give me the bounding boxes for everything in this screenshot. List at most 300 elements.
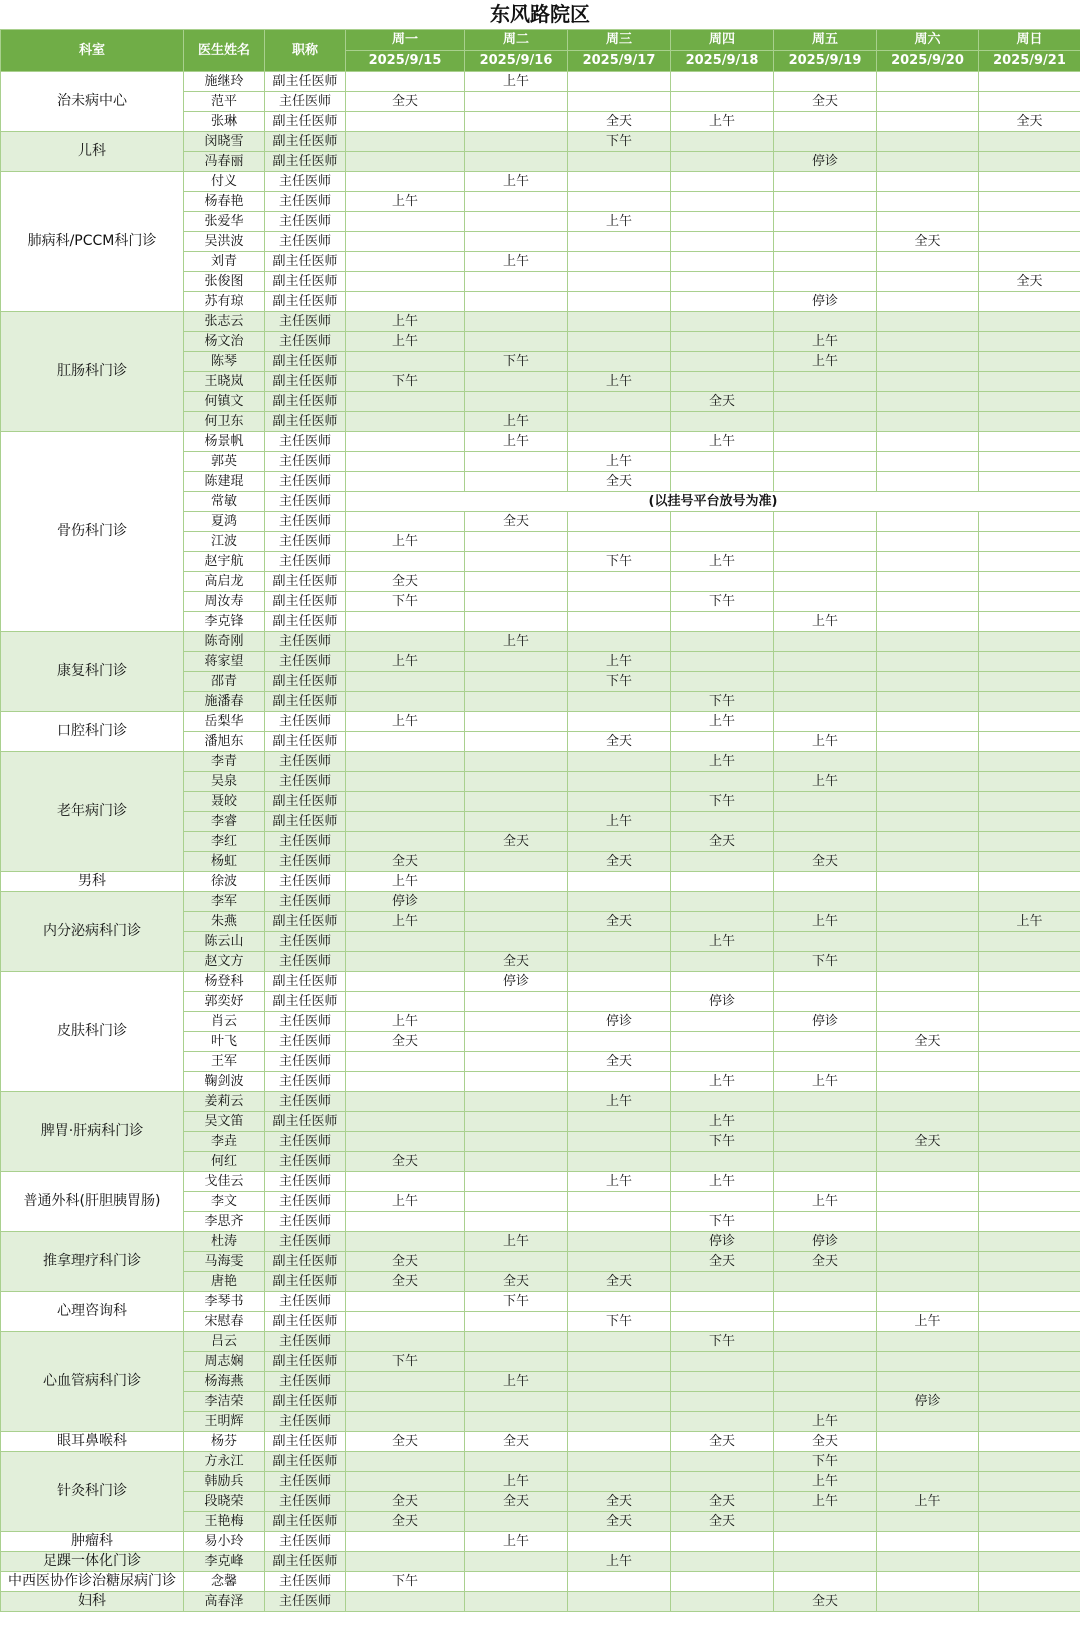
schedule-cell: 下午 [568,672,671,692]
department-cell: 足踝一体化门诊 [1,1552,184,1572]
schedule-cell [979,592,1080,612]
schedule-cell: 上午 [568,372,671,392]
schedule-cell [979,932,1080,952]
doctor-title-cell: 主任医师 [265,1172,346,1192]
schedule-cell [979,1572,1080,1592]
table-row [1,872,1080,892]
schedule-cell [979,752,1080,772]
doctor-title-cell: 主任医师 [265,1572,346,1592]
schedule-cell [568,1372,671,1392]
schedule-cell [465,692,568,712]
schedule-cell [346,272,465,292]
doctor-name-cell: 王晓岚 [184,372,265,392]
schedule-cell: 停诊 [465,972,568,992]
doctor-name-cell: 王明辉 [184,1412,265,1432]
table-row [1,1232,1080,1252]
schedule-cell [346,752,465,772]
doctor-name-cell: 杨景帆 [184,432,265,452]
schedule-cell [671,1552,774,1572]
schedule-cell [774,932,877,952]
schedule-cell [979,1152,1080,1172]
schedule-cell [568,992,671,1012]
schedule-cell [671,292,774,312]
schedule-cell [465,572,568,592]
table-row [1,892,1080,912]
schedule-cell [979,1052,1080,1072]
schedule-cell: 下午 [346,1572,465,1592]
doctor-title-cell: 主任医师 [265,1412,346,1432]
doctor-name-cell: 朱燕 [184,912,265,932]
schedule-cell [568,1432,671,1452]
schedule-cell [568,1032,671,1052]
table-row [1,1572,1080,1592]
schedule-cell [568,752,671,772]
table-row [1,1592,1080,1612]
schedule-cell [774,632,877,652]
table-row [1,1332,1080,1352]
doctor-name-cell: 姜莉云 [184,1092,265,1112]
schedule-cell [671,572,774,592]
schedule-cell [465,1052,568,1072]
doctor-title-cell: 副主任医师 [265,912,346,932]
schedule-cell [979,1072,1080,1092]
schedule-cell [877,172,979,192]
schedule-cell [877,572,979,592]
schedule-cell [877,952,979,972]
schedule-cell: 全天 [671,1432,774,1452]
schedule-cell: 上午 [774,1472,877,1492]
schedule-cell [465,1592,568,1612]
doctor-name-cell: 段晓荣 [184,1492,265,1512]
schedule-cell [877,352,979,372]
schedule-cell [877,1052,979,1072]
doctor-name-cell: 吴泉 [184,772,265,792]
doctor-name-cell: 易小玲 [184,1532,265,1552]
schedule-cell [877,1152,979,1172]
schedule-cell: 上午 [671,552,774,572]
schedule-cell [465,852,568,872]
schedule-cell [774,312,877,332]
schedule-cell [774,812,877,832]
schedule-cell [346,832,465,852]
schedule-cell [465,892,568,912]
schedule-cell [979,1232,1080,1252]
schedule-cell [979,952,1080,972]
schedule-cell [568,272,671,292]
schedule-cell [774,872,877,892]
schedule-cell [671,132,774,152]
doctor-name-cell: 张琳 [184,112,265,132]
schedule-cell [671,192,774,212]
schedule-cell [774,212,877,232]
schedule-cell: 全天 [979,112,1080,132]
doctor-name-cell: 李文 [184,1192,265,1212]
schedule-cell [465,192,568,212]
doctor-title-cell: 主任医师 [265,1192,346,1212]
schedule-cell: 全天 [568,732,671,752]
schedule-cell [568,172,671,192]
schedule-cell [877,652,979,672]
schedule-cell: 全天 [465,1492,568,1512]
schedule-cell [877,1532,979,1552]
schedule-cell [568,1452,671,1472]
schedule-cell [568,1212,671,1232]
schedule-cell: 全天 [346,1032,465,1052]
schedule-cell [774,972,877,992]
schedule-cell [568,252,671,272]
schedule-cell [465,472,568,492]
schedule-cell [979,172,1080,192]
schedule-cell [465,392,568,412]
schedule-cell: 停诊 [774,1012,877,1032]
schedule-cell [979,512,1080,532]
schedule-cell [346,1072,465,1092]
schedule-cell [671,172,774,192]
department-cell: 针灸科门诊 [1,1452,184,1532]
schedule-cell [877,1092,979,1112]
doctor-title-cell: 主任医师 [265,552,346,572]
schedule-cell: 上午 [774,1492,877,1512]
schedule-cell: 下午 [774,1452,877,1472]
schedule-cell: 上午 [671,712,774,732]
schedule-cell [877,72,979,92]
schedule-cell [979,372,1080,392]
doctor-title-cell: 主任医师 [265,232,346,252]
schedule-cell [774,992,877,1012]
schedule-cell [568,312,671,332]
schedule-cell [774,592,877,612]
doctor-title-cell: 主任医师 [265,1212,346,1232]
page-title: 东风路院区 [490,2,590,26]
schedule-cell: 上午 [774,1072,877,1092]
schedule-cell: 下午 [346,1352,465,1372]
department-cell: 肺病科/PCCM科门诊 [1,172,184,312]
doctor-name-cell: 念馨 [184,1572,265,1592]
schedule-cell [979,672,1080,692]
schedule-cell [671,1452,774,1472]
table-row [1,972,1080,992]
schedule-cell [465,992,568,1012]
doctor-title-cell: 主任医师 [265,1132,346,1152]
doctor-title-cell: 主任医师 [265,932,346,952]
schedule-cell [465,1452,568,1472]
doctor-title-cell: 副主任医师 [265,1352,346,1372]
header-date: 2025/9/21 [979,51,1080,72]
doctor-name-cell: 李洁荣 [184,1392,265,1412]
doctor-name-cell: 周志娴 [184,1352,265,1372]
schedule-cell: 上午 [346,312,465,332]
doctor-title-cell: 副主任医师 [265,1312,346,1332]
schedule-cell [979,1112,1080,1132]
schedule-cell [346,1552,465,1572]
table-row [1,1532,1080,1552]
schedule-cell: 上午 [568,212,671,232]
schedule-cell [774,252,877,272]
doctor-name-cell: 刘青 [184,252,265,272]
doctor-name-cell: 吴文笛 [184,1112,265,1132]
schedule-cell [877,1212,979,1232]
schedule-cell [671,312,774,332]
schedule-cell: 全天 [568,1492,671,1512]
schedule-cell: 全天 [346,92,465,112]
schedule-cell [465,1092,568,1112]
schedule-cell: 上午 [465,1472,568,1492]
department-cell: 治未病中心 [1,72,184,132]
schedule-cell [346,432,465,452]
schedule-cell [979,1552,1080,1572]
schedule-cell [465,912,568,932]
schedule-cell: 上午 [979,912,1080,932]
schedule-cell: 上午 [671,1072,774,1092]
schedule-cell [979,1432,1080,1452]
schedule-cell [877,772,979,792]
schedule-cell [774,652,877,672]
schedule-cell: 上午 [568,652,671,672]
schedule-cell: 上午 [465,432,568,452]
schedule-cell: 上午 [346,712,465,732]
schedule-cell [979,692,1080,712]
table-row [1,312,1080,332]
schedule-cell [465,1512,568,1532]
schedule-cell [774,1572,877,1592]
schedule-cell [979,712,1080,732]
schedule-cell [979,132,1080,152]
schedule-cell: 全天 [568,1052,671,1072]
schedule-cell [877,1452,979,1472]
department-cell: 口腔科门诊 [1,712,184,752]
schedule-cell [979,1092,1080,1112]
doctor-title-cell: 副主任医师 [265,72,346,92]
schedule-cell [877,532,979,552]
schedule-cell [979,1292,1080,1312]
doctor-title-cell: 主任医师 [265,1052,346,1072]
schedule-cell [979,412,1080,432]
schedule-cell [774,112,877,132]
doctor-title-cell: 主任医师 [265,852,346,872]
schedule-cell: 上午 [465,72,568,92]
schedule-cell: 全天 [877,1032,979,1052]
schedule-cell: 停诊 [568,1012,671,1032]
schedule-cell [774,1052,877,1072]
schedule-cell [568,72,671,92]
doctor-title-cell: 副主任医师 [265,372,346,392]
schedule-cell [568,1112,671,1132]
schedule-cell [877,872,979,892]
doctor-title-cell: 主任医师 [265,1152,346,1172]
doctor-title-cell: 副主任医师 [265,412,346,432]
schedule-cell [671,912,774,932]
schedule-cell [877,812,979,832]
doctor-title-cell: 副主任医师 [265,1452,346,1472]
schedule-cell [979,332,1080,352]
schedule-cell [877,752,979,772]
schedule-cell [346,152,465,172]
schedule-cell: 下午 [671,692,774,712]
schedule-cell: 停诊 [877,1392,979,1412]
schedule-cell [979,1192,1080,1212]
schedule-cell: 上午 [346,652,465,672]
schedule-cell [877,372,979,392]
schedule-cell [671,852,774,872]
schedule-cell [465,372,568,392]
doctor-name-cell: 高启龙 [184,572,265,592]
schedule-cell: 全天 [671,1492,774,1512]
doctor-title-cell: 主任医师 [265,192,346,212]
schedule-cell [568,632,671,652]
schedule-cell [979,1252,1080,1272]
table-row [1,1172,1080,1192]
department-cell: 心血管病科门诊 [1,1332,184,1432]
doctor-name-cell: 李琴书 [184,1292,265,1312]
doctor-name-cell: 施潘春 [184,692,265,712]
schedule-cell: 上午 [877,1312,979,1332]
table-row [1,1432,1080,1452]
schedule-cell: 下午 [568,1312,671,1332]
schedule-cell: 上午 [465,1532,568,1552]
schedule-cell [671,372,774,392]
schedule-cell [979,1372,1080,1392]
schedule-cell [774,532,877,552]
schedule-cell [979,432,1080,452]
schedule-cell [568,292,671,312]
doctor-name-cell: 付义 [184,172,265,192]
schedule-cell [568,392,671,412]
doctor-name-cell: 闵晓雪 [184,132,265,152]
schedule-cell [671,672,774,692]
schedule-cell [979,1012,1080,1032]
schedule-cell [877,1592,979,1612]
doctor-title-cell: 主任医师 [265,452,346,472]
department-cell: 内分泌病科门诊 [1,892,184,972]
doctor-title-cell: 主任医师 [265,1472,346,1492]
table-row [1,632,1080,652]
schedule-cell [671,1312,774,1332]
table-row [1,1552,1080,1572]
schedule-cell [671,1152,774,1172]
schedule-cell [877,212,979,232]
doctor-title-cell: 主任医师 [265,1592,346,1612]
doctor-title-cell: 副主任医师 [265,732,346,752]
schedule-cell [774,192,877,212]
doctor-title-cell: 副主任医师 [265,152,346,172]
department-cell: 脾胃·肝病科门诊 [1,1092,184,1172]
schedule-cell [568,692,671,712]
schedule-cell [774,392,877,412]
schedule-cell [568,1132,671,1152]
schedule-cell [774,452,877,472]
schedule-cell [979,452,1080,472]
schedule-cell [877,1252,979,1272]
header-title: 职称 [265,30,346,72]
schedule-cell: 上午 [568,812,671,832]
doctor-title-cell: 主任医师 [265,512,346,532]
schedule-cell [671,1292,774,1312]
schedule-cell [465,292,568,312]
schedule-cell [877,672,979,692]
schedule-cell [877,1352,979,1372]
schedule-cell: 全天 [465,1272,568,1292]
schedule-cell [465,1172,568,1192]
table-header [1,30,1080,72]
schedule-cell [774,1552,877,1572]
schedule-cell [979,792,1080,812]
schedule-cell [774,372,877,392]
schedule-cell [346,72,465,92]
schedule-cell [346,1232,465,1252]
schedule-cell: 下午 [671,1132,774,1152]
doctor-title-cell: 副主任医师 [265,592,346,612]
schedule-cell [671,652,774,672]
department-cell: 康复科门诊 [1,632,184,712]
schedule-cell [568,832,671,852]
schedule-cell [774,272,877,292]
schedule-cell [671,612,774,632]
schedule-cell [465,1132,568,1152]
schedule-cell [979,732,1080,752]
table-row [1,72,1080,92]
schedule-cell [465,612,568,632]
doctor-name-cell: 马海雯 [184,1252,265,1272]
department-cell: 骨伤科门诊 [1,432,184,632]
schedule-cell [979,1512,1080,1532]
doctor-name-cell: 邵青 [184,672,265,692]
schedule-cell: 下午 [671,1332,774,1352]
schedule-cell [346,1052,465,1072]
schedule-cell: 上午 [774,612,877,632]
schedule-cell [671,92,774,112]
schedule-cell [877,1172,979,1192]
doctor-name-cell: 李垚 [184,1132,265,1152]
schedule-cell: 上午 [671,1112,774,1132]
doctor-name-cell: 李思齐 [184,1212,265,1232]
schedule-cell [979,1312,1080,1332]
doctor-name-cell: 王艳梅 [184,1512,265,1532]
schedule-cell [979,812,1080,832]
schedule-cell [671,1532,774,1552]
table-row [1,432,1080,452]
schedule-cell: 全天 [774,1252,877,1272]
header-day: 周六 [877,30,979,51]
schedule-cell: 停诊 [346,892,465,912]
doctor-title-cell: 副主任医师 [265,972,346,992]
schedule-cell [346,292,465,312]
schedule-cell [877,1332,979,1352]
schedule-cell [877,132,979,152]
schedule-cell: 全天 [671,392,774,412]
schedule-cell: 上午 [568,1552,671,1572]
schedule-cell [979,212,1080,232]
doctor-title-cell: 主任医师 [265,652,346,672]
schedule-cell: 全天 [346,1512,465,1532]
schedule-cell: 上午 [774,332,877,352]
schedule-cell: 停诊 [774,292,877,312]
schedule-cell [568,1152,671,1172]
schedule-cell [774,172,877,192]
schedule-cell [346,1312,465,1332]
header-day: 周一 [346,30,465,51]
schedule-cell [979,72,1080,92]
schedule-cell [979,1472,1080,1492]
doctor-name-cell: 杨文治 [184,332,265,352]
schedule-cell: 上午 [568,452,671,472]
schedule-cell [568,612,671,632]
schedule-cell [568,1392,671,1412]
schedule-cell: 上午 [465,632,568,652]
schedule-cell [671,332,774,352]
schedule-cell [465,552,568,572]
schedule-cell [979,992,1080,1012]
schedule-cell [568,572,671,592]
